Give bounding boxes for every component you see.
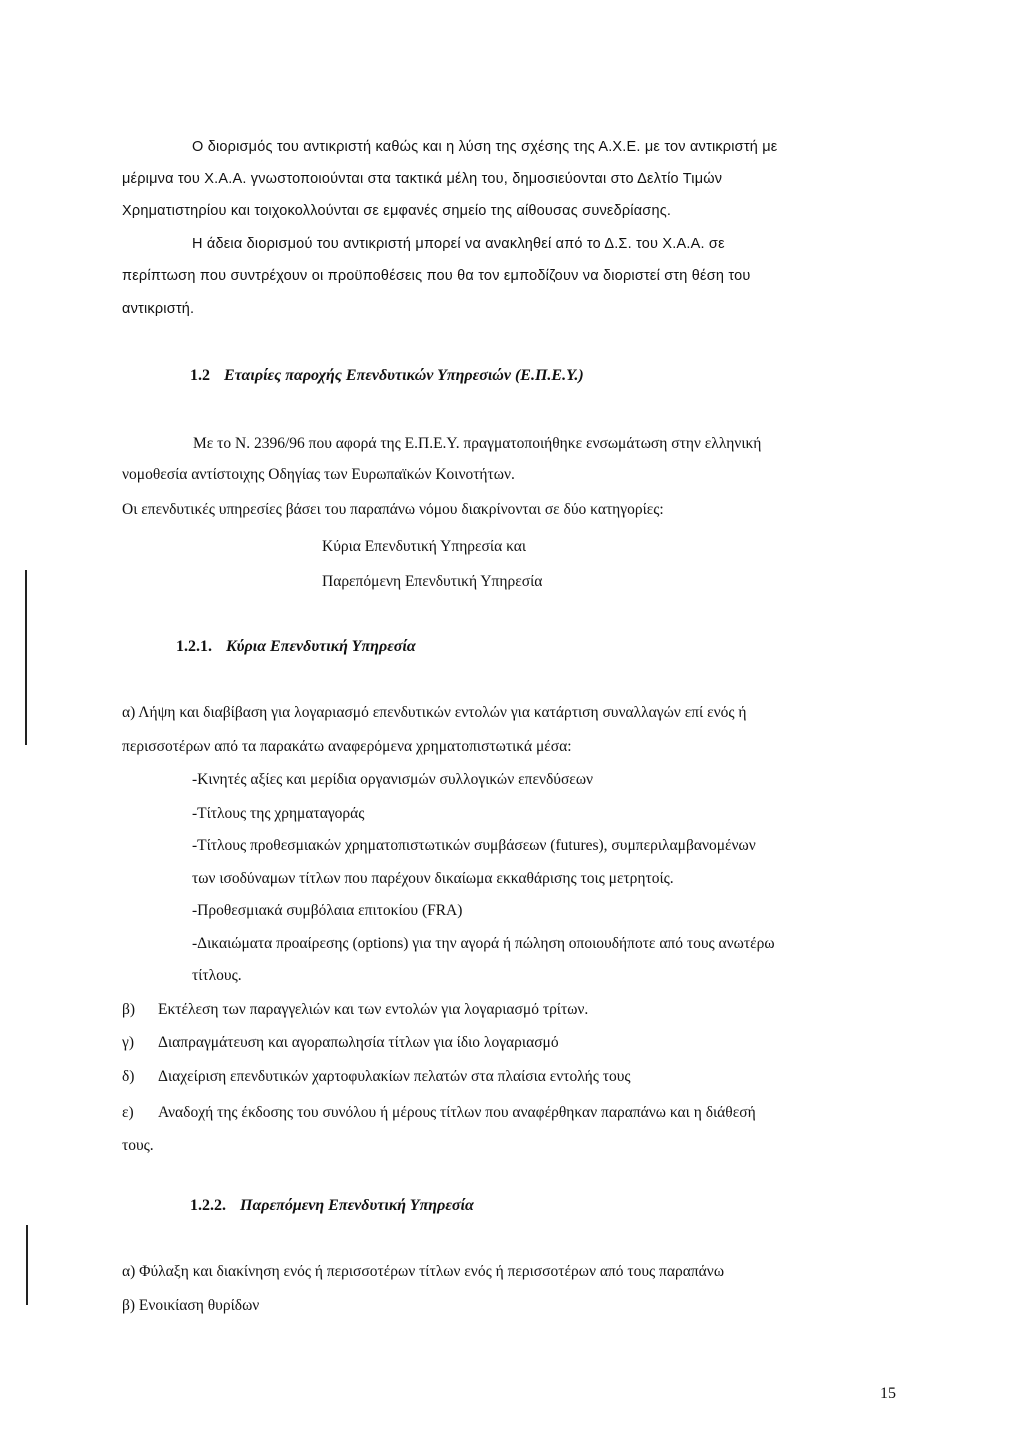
margin-rule (26, 1225, 28, 1305)
sub-item-3b: των ισοδύναμων τίτλων που παρέχουν δικαίωμα εκκαθάρισης τοις μετρητοίς. (192, 870, 674, 887)
item-letter: δ) (122, 1068, 135, 1085)
item-text: Διαπραγμάτευση και αγοραπωλησία τίτλων για ίδιο λογαριασμό (158, 1034, 559, 1051)
item-letter: ε) (122, 1104, 134, 1121)
sub-item-2: -Τίτλους της χρηματαγοράς (192, 805, 365, 822)
sub-item-5b: τίτλους. (192, 967, 242, 984)
intro-line-3: Χρηματιστηρίου και τοιχοκολλούνται σε εμφανές σημείο της αίθουσας συνεδρίασης. (122, 203, 672, 219)
item-e-continuation: τους. (122, 1137, 154, 1154)
service-b: β) Ενοικίαση θυρίδων (122, 1297, 260, 1314)
intro-line-1: Ο διορισμός του αντικριστή καθώς και η λύση της σχέσης της Α.Χ.Ε. με τον αντικριστή με (192, 139, 778, 155)
category-1: Κύρια Επενδυτική Υπηρεσία και (322, 538, 527, 555)
section-1-2-2-heading (190, 1196, 474, 1216)
item-d (122, 1067, 631, 1087)
section-number: 1.2.1. (176, 638, 212, 655)
section-title: Παρεπόμενη Επενδυτική Υπηρεσία (240, 1197, 474, 1214)
section-1-2-1-heading (176, 637, 416, 657)
section-number: 1.2.2. (190, 1197, 226, 1214)
page-number: 15 (880, 1385, 896, 1402)
sub-item-5a: -Δικαιώματα προαίρεσης (options) για την αγορά ή πώληση οποιουδήποτε από τους ανωτέρω (192, 935, 775, 952)
sub-item-3a: -Τίτλους προθεσμιακών χρηματοπιστωτικών συμβάσεων (futures), συμπεριλαμβανομένων (192, 837, 756, 854)
item-a-line-1: α) Λήψη και διαβίβαση για λογαριασμό επενδυτικών εντολών για κατάρτιση συναλλαγών επί ενός ή (122, 704, 747, 721)
margin-rule (25, 570, 27, 745)
section-1-2-heading (190, 366, 584, 386)
section-1-2-para-1: Με το Ν. 2396/96 που αφορά της Ε.Π.Ε.Υ. πραγματοποιήθηκε ενσωμάτωση στην ελληνική (193, 435, 762, 452)
section-number: 1.2 (190, 367, 210, 384)
service-a: α) Φύλαξη και διακίνηση ενός ή περισσοτέρων τίτλων ενός ή περισσοτέρων από τους παραπάνω (122, 1263, 725, 1280)
item-text: Εκτέλεση των παραγγελιών και των εντολών για λογαριασμό τρίτων. (158, 1001, 589, 1018)
item-letter: β) (122, 1001, 136, 1018)
intro-line-5: περίπτωση που συντρέχουν οι προϋποθέσεις που θα τον εμποδίζουν να διοριστεί στη θέση του (122, 268, 751, 284)
sub-item-4: -Προθεσμιακά συμβόλαια επιτοκίου (FRA) (192, 902, 463, 919)
section-title: Εταιρίες παροχής Επενδυτικών Υπηρεσιών (Ε.Π.Ε.Υ.) (224, 367, 584, 384)
sub-item-1: -Κινητές αξίες και μερίδια οργανισμών συλλογικών επενδύσεων (192, 771, 594, 788)
item-e (122, 1103, 756, 1123)
item-a-line-2: περισσοτέρων από τα παρακάτω αναφερόμενα χρηματοπιστωτικά μέσα: (122, 738, 572, 755)
intro-line-2: μέριμνα του Χ.Α.Α. γνωστοποιούνται στα τακτικά μέλη του, δημοσιεύονται στο Δελτίο Τιμών (122, 171, 723, 187)
section-1-2-para-2: νομοθεσία αντίστοιχης Οδηγίας των Ευρωπαϊκών Κοινοτήτων. (122, 466, 515, 483)
category-2: Παρεπόμενη Επενδυτική Υπηρεσία (322, 573, 543, 590)
item-text: Αναδοχή της έκδοσης του συνόλου ή μέρους τίτλων που αναφέρθηκαν παραπάνω και η διάθεσή (158, 1104, 756, 1121)
item-b (122, 1000, 588, 1020)
section-title: Κύρια Επενδυτική Υπηρεσία (226, 638, 416, 655)
intro-line-6: αντικριστή. (122, 301, 195, 317)
item-c (122, 1033, 559, 1053)
item-letter: γ) (122, 1034, 135, 1051)
item-text: Διαχείριση επενδυτικών χαρτοφυλακίων πελατών στα πλαίσια εντολής τους (158, 1068, 631, 1085)
intro-line-4: Η άδεια διορισμού του αντικριστή μπορεί να ανακληθεί από το Δ.Σ. του Χ.Α.Α. σε (192, 236, 725, 252)
section-1-2-para-3: Οι επενδυτικές υπηρεσίες βάσει του παραπάνω νόμου διακρίνονται σε δύο κατηγορίες: (122, 501, 664, 518)
